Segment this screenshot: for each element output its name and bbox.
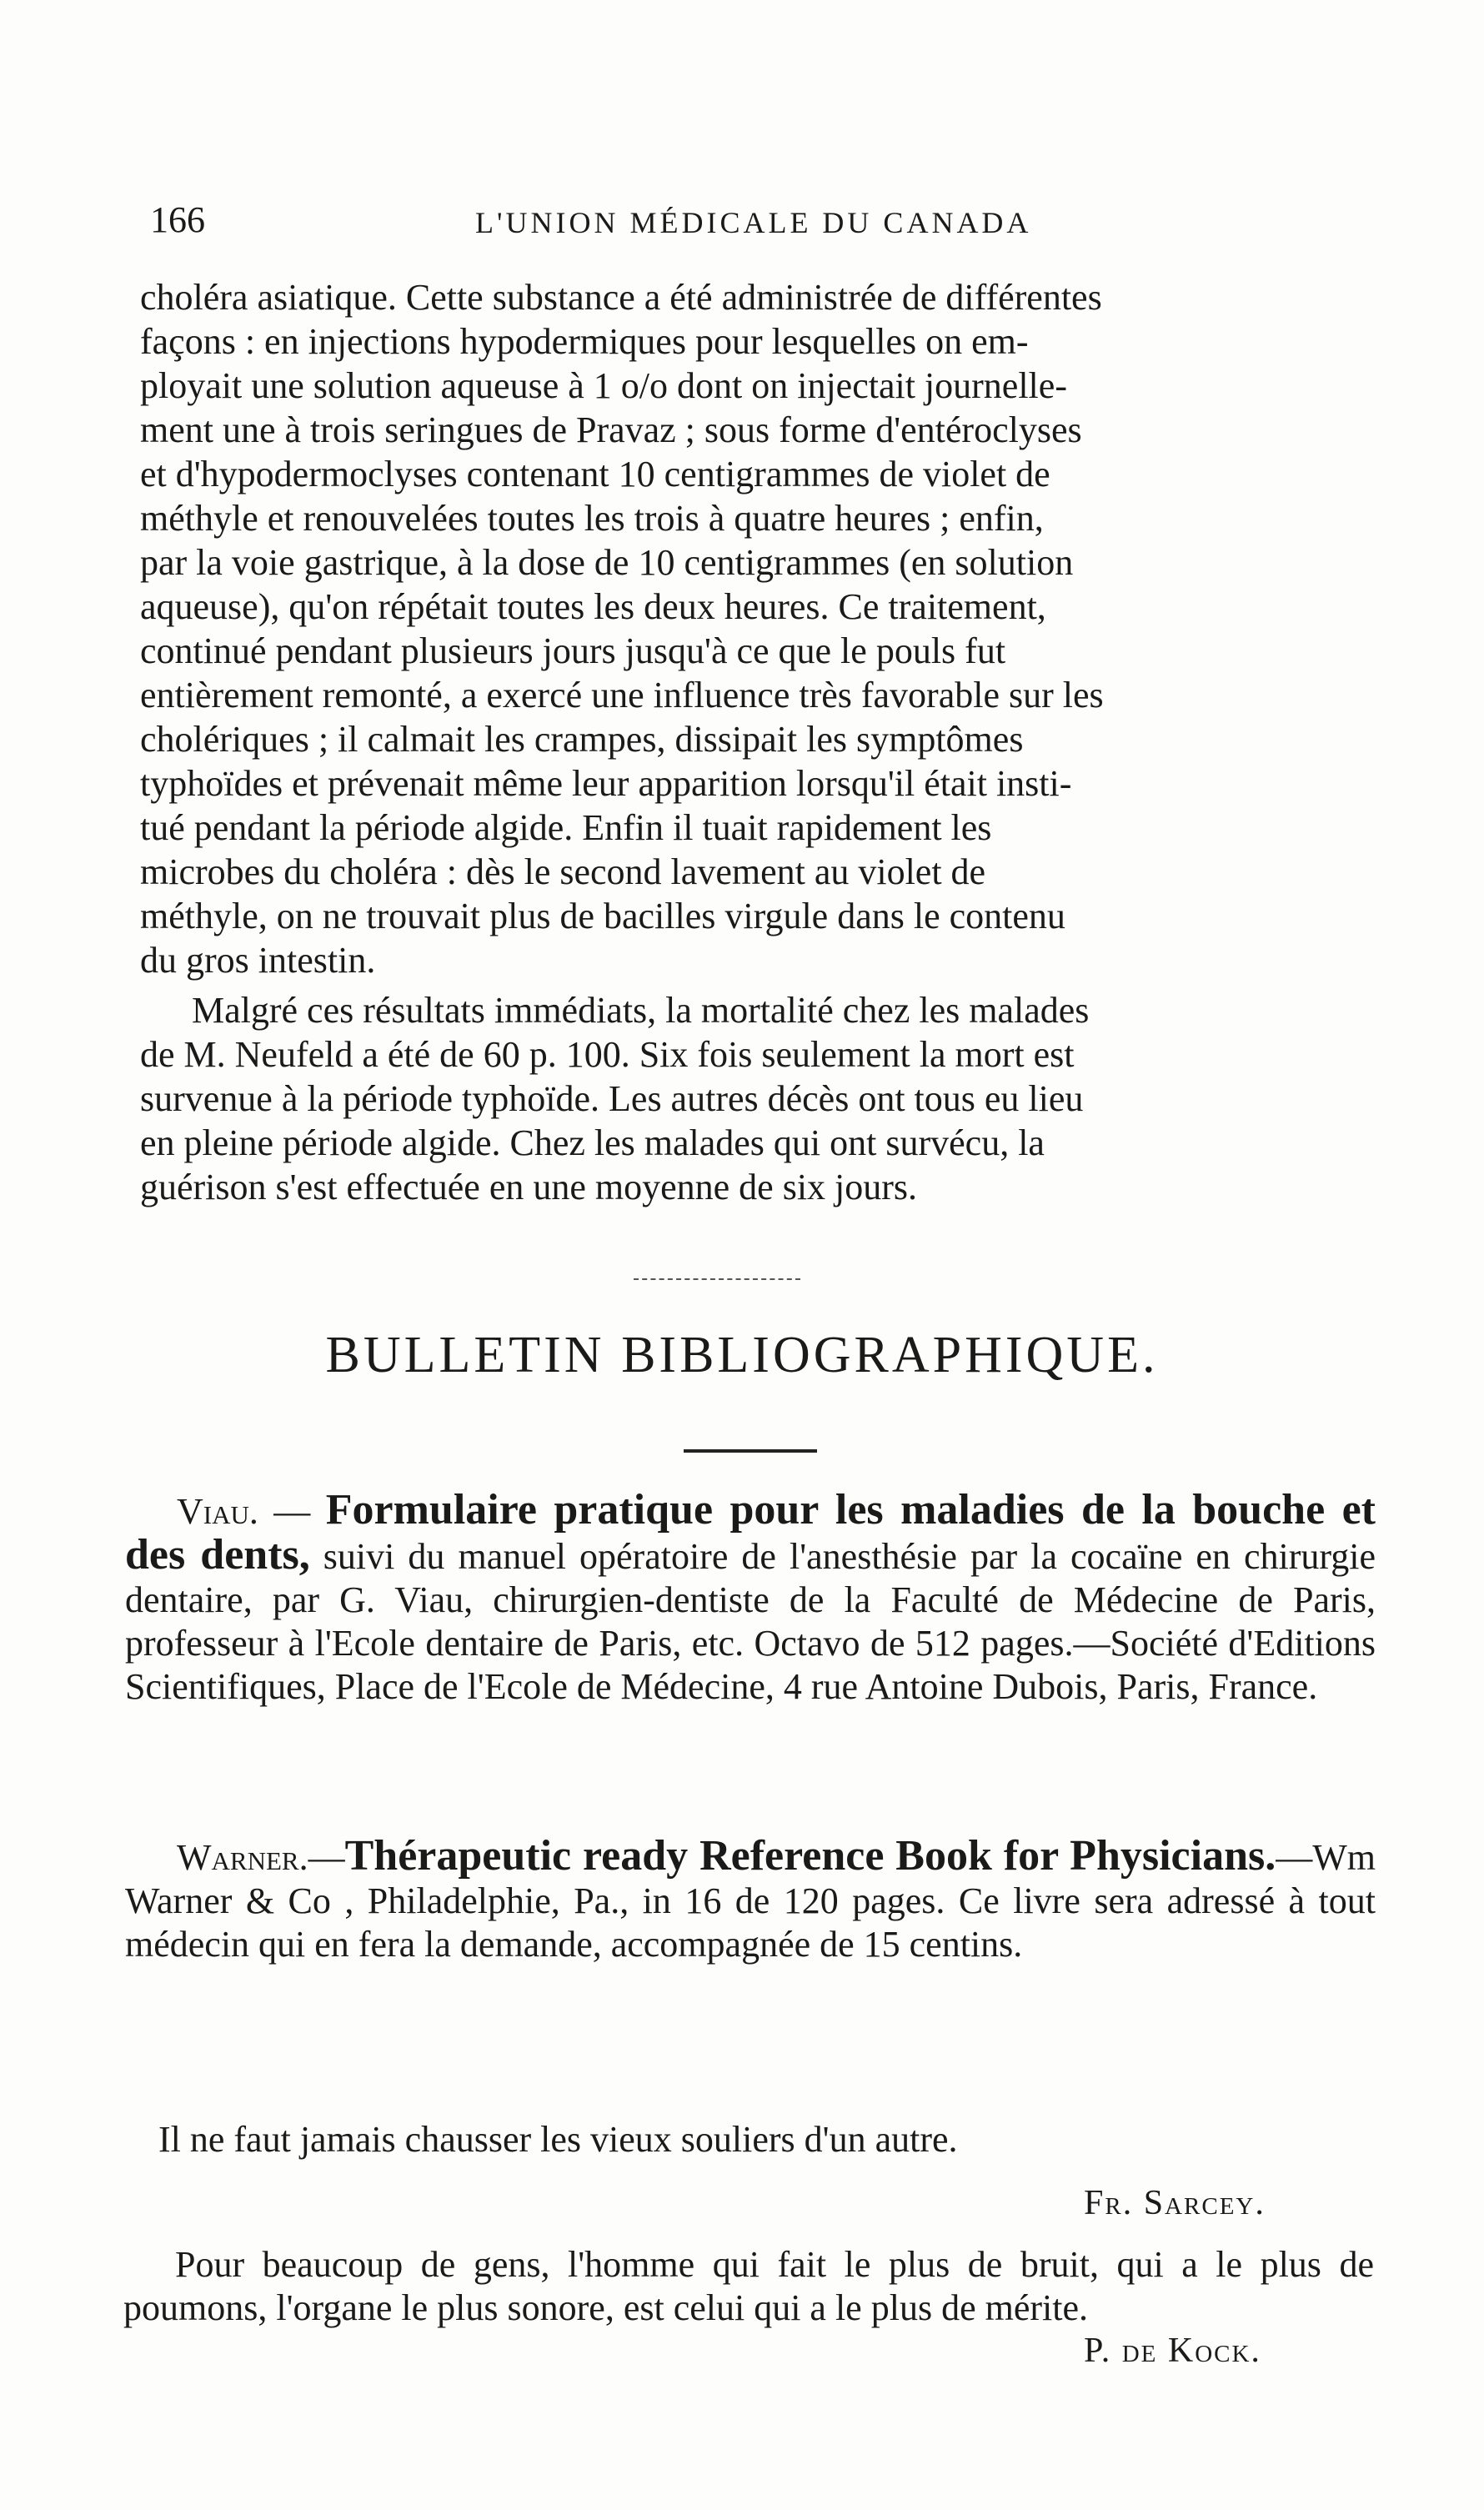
text-line: aqueuse), qu'on répétait toutes les deux heures. Ce traitement, [140, 586, 1046, 627]
entry-body: suivi du manuel opératoire de l'anesthésie par la cocaïne en chirurgie dentaire, par G. Viau, chirurgien-dentiste de la Faculté de Médecine de Paris, professeur à l'Ecole dentaire de Paris, etc. Octavo de 512 pages.—Société d'Editions Scientifiques, Place de l'Ecole de Médecine, 4 rue Antoine Dubois, Paris, France. [125, 1536, 1376, 1707]
journal-title: L'UNION MÉDICALE DU CANADA [475, 206, 1032, 239]
text-line: continué pendant plusieurs jours jusqu'à ce que le pouls fut [140, 630, 1006, 671]
text-line: en pleine période algide. Chez les malades qui ont survécu, la [140, 1122, 1045, 1163]
page-number: 166 [150, 199, 205, 240]
quotation-author: Fr. Sarcey. [1084, 2184, 1266, 2222]
section-divider [634, 1278, 800, 1280]
entry-author: Viau. [177, 1491, 258, 1532]
entry-dash: — [308, 1837, 345, 1878]
entry-body: —Wm Warner & Co , Philadelphie, Pa., in 16 de 120 pages. Ce livre sera adressé à tout médecin qui en fera la demande, accompagnée de 15 centins. [125, 1837, 1376, 1965]
bibliography-entry [125, 1832, 1376, 1966]
text-line: du gros intestin. [140, 940, 376, 981]
results-paragraph [140, 988, 1377, 1209]
quotation: Pour beaucoup de gens, l'homme qui fait le plus de bruit, qui a le plus de poumons, l'organe le plus sonore, est celui qui a le plus de mérite. [123, 2244, 1374, 2328]
text-line: guérison s'est effectuée en une moyenne de six jours. [140, 1167, 918, 1207]
text-line: Malgré ces résultats immédiats, la mortalité chez les malades [192, 990, 1090, 1031]
text-line: survenue à la période typhoïde. Les autres décès ont tous eu lieu [140, 1078, 1084, 1119]
text-line: microbes du choléra : dès le second lavement au violet de [140, 851, 986, 892]
article-continuation-paragraph [140, 275, 1377, 982]
bibliography-entry [125, 1488, 1376, 1709]
quotation: Il ne faut jamais chausser les vieux souliers d'un autre. [158, 2119, 958, 2160]
text-line: méthyle et renouvelées toutes les trois à quatre heures ; enfin, [140, 498, 1044, 539]
section-title: BULLETIN BIBLIOGRAPHIQUE. [325, 1327, 1159, 1383]
entry-title: Thérapeutic ready Reference Book for Physicians. [344, 1832, 1276, 1880]
text-line: ment une à trois seringues de Pravaz ; sous forme d'entéroclyses [140, 409, 1082, 450]
text-line: et d'hypodermoclyses contenant 10 centigrammes de violet de [140, 454, 1050, 494]
text-line: choléra asiatique. Cette substance a été administrée de différentes [140, 277, 1102, 318]
running-head [150, 198, 1367, 248]
quotation-author: P. de Kock. [1084, 2332, 1261, 2370]
text-line: entièrement remonté, a exercé une influence très favorable sur les [140, 675, 1104, 715]
text-line: typhoïdes et prévenait même leur apparition lorsqu'il était insti- [140, 763, 1072, 804]
text-line: méthyle, on ne trouvait plus de bacilles virgule dans le contenu [140, 896, 1065, 936]
entry-author: Warner. [177, 1837, 308, 1878]
entry-title: Formulaire pratique pour les maladies de la bouche et des dents, [125, 1486, 1376, 1579]
text-line: cholériques ; il calmait les crampes, dissipait les symptômes [140, 719, 1024, 760]
text-line: de M. Neufeld a été de 60 p. 100. Six fois seulement la mort est [140, 1034, 1075, 1075]
text-line: tué pendant la période algide. Enfin il tuait rapidement les [140, 807, 992, 848]
entry-dash: — [258, 1491, 326, 1532]
text-line: ployait une solution aqueuse à 1 o/o dont on injectait journelle- [140, 365, 1067, 406]
text-line: façons : en injections hypodermiques pour lesquelles on em- [140, 321, 1029, 362]
title-rule [684, 1449, 817, 1453]
text-line: par la voie gastrique, à la dose de 10 centigrammes (en solution [140, 542, 1074, 583]
